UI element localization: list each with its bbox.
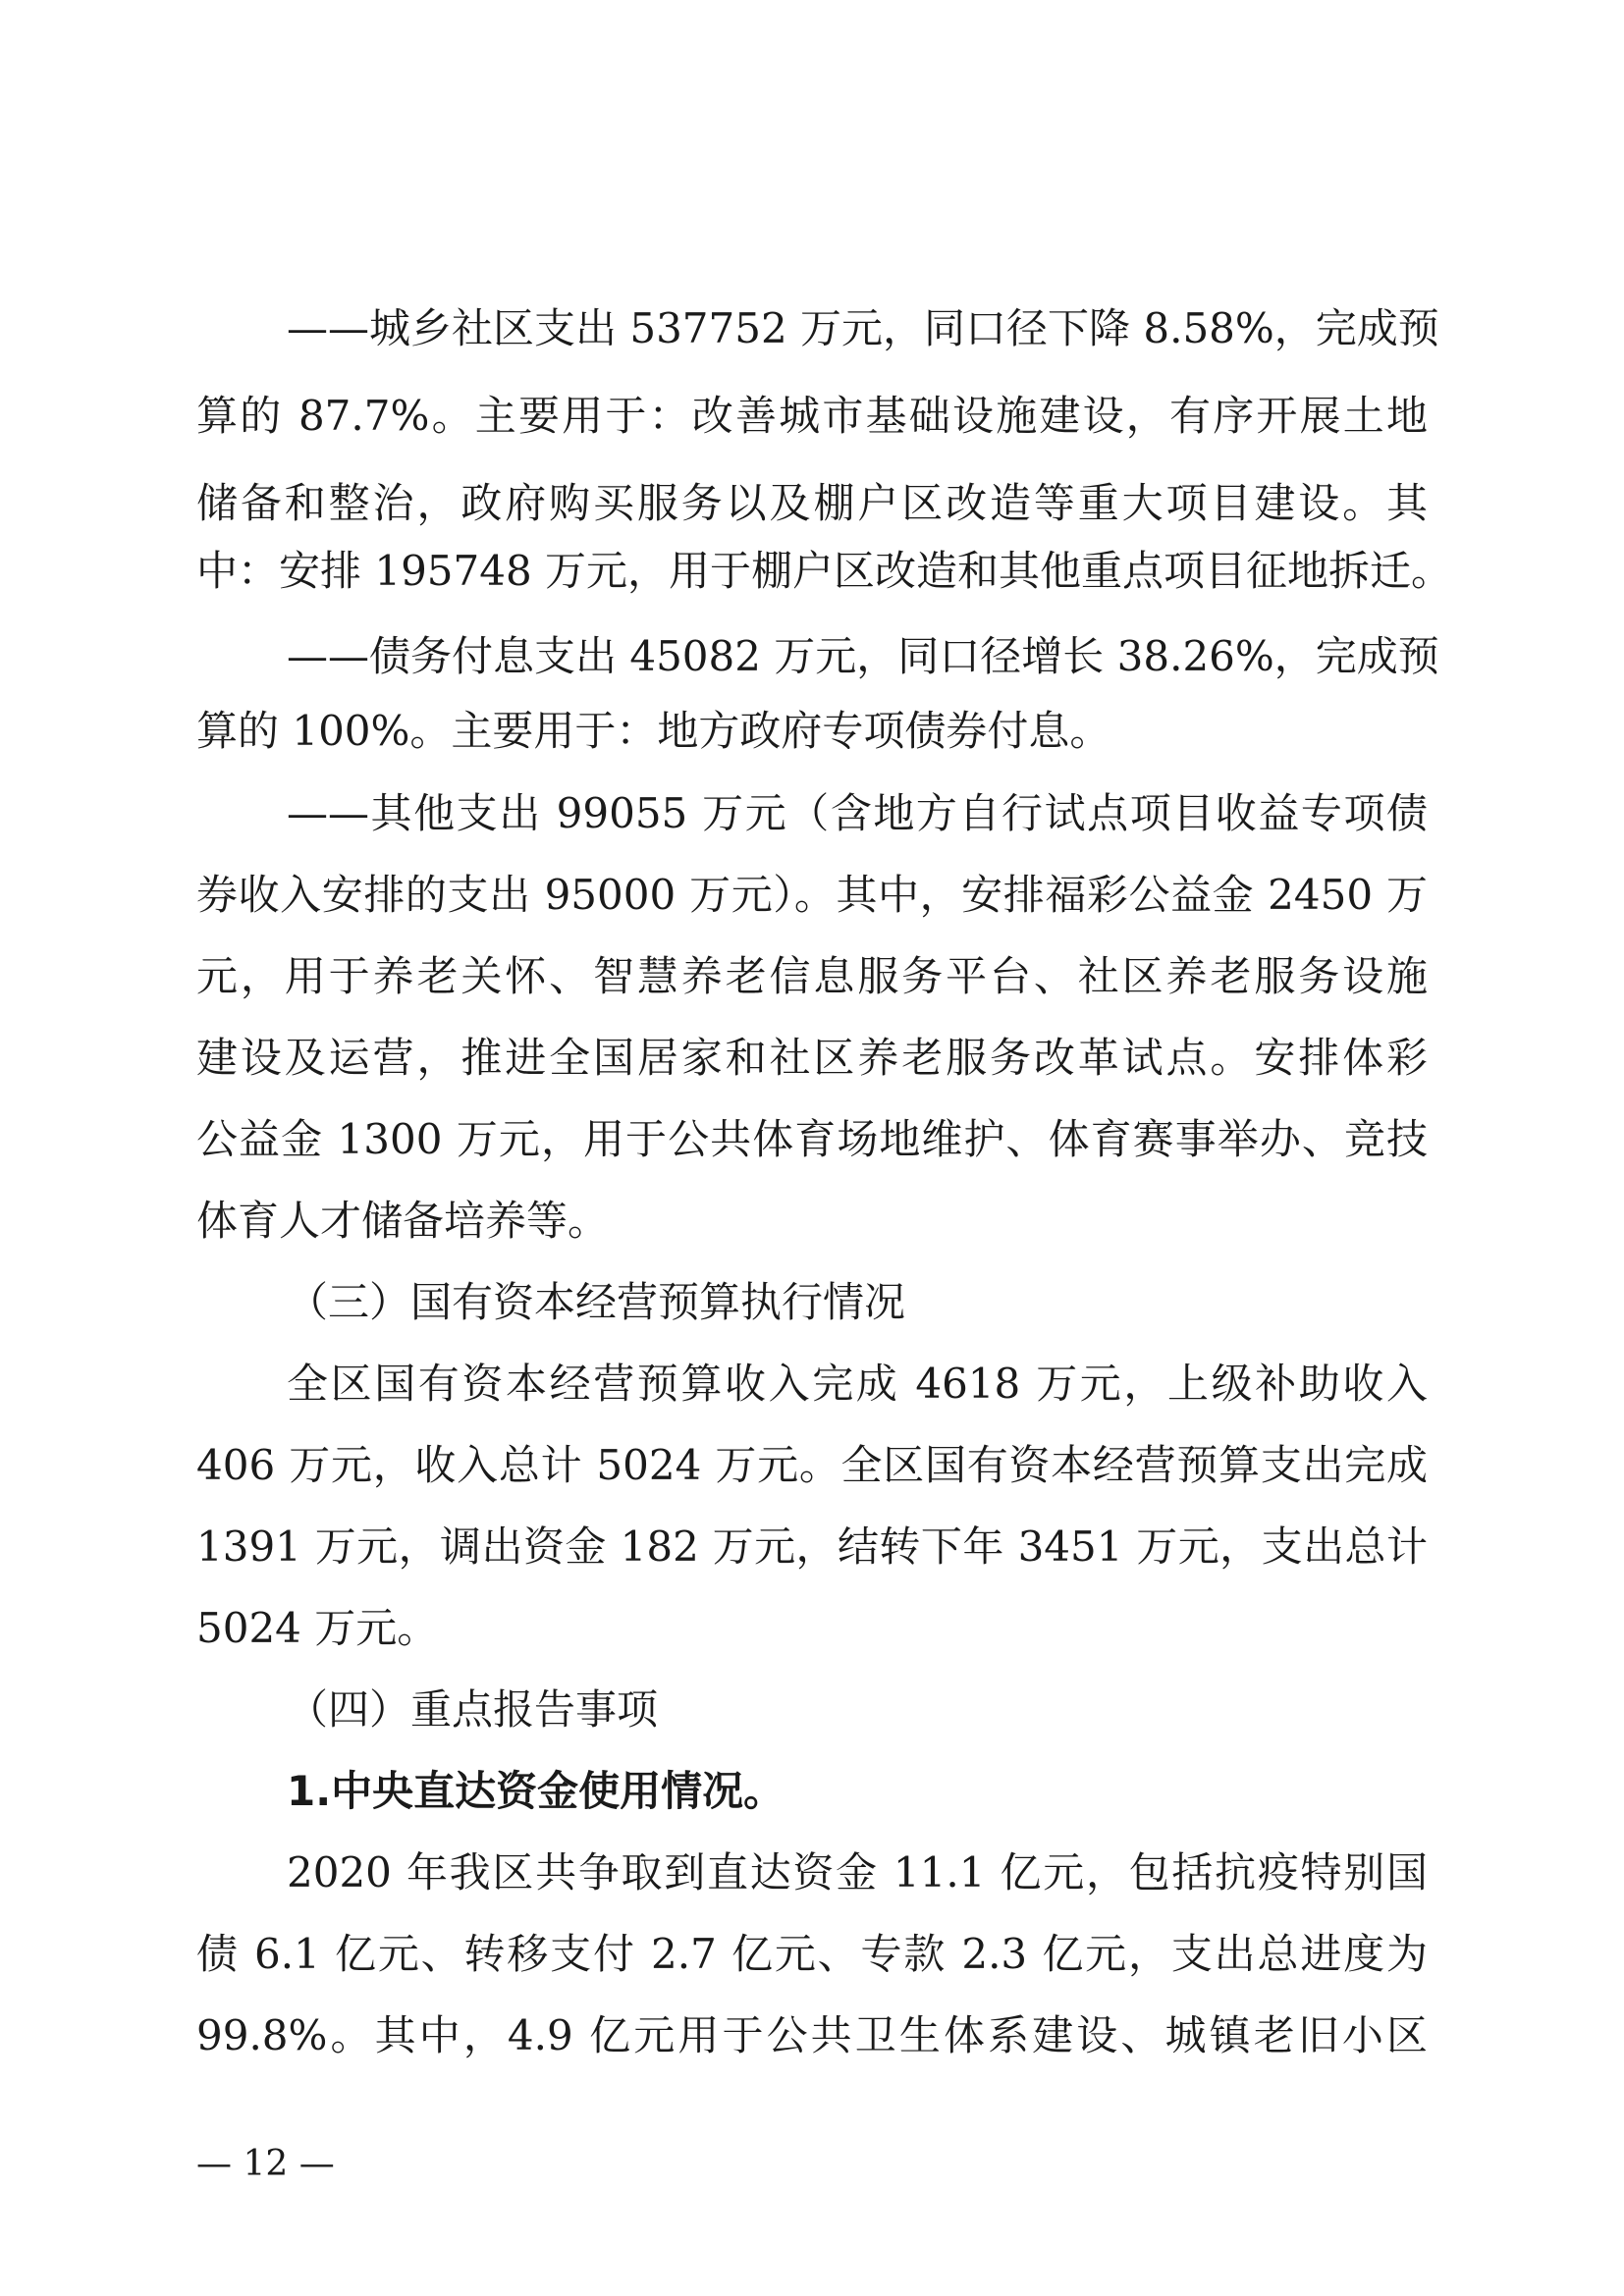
section-heading: （三）国有资本经营预算执行情况 bbox=[287, 1278, 906, 1326]
paragraph-line: ——债务付息支出 45082 万元，同口径增长 38.26%，完成预 bbox=[287, 632, 1439, 680]
paragraph-line: 储备和整治，政府购买服务以及棚户区改造等重大项目建设。其 bbox=[196, 479, 1428, 527]
section-heading: （四）重点报告事项 bbox=[287, 1685, 659, 1734]
paragraph-line: 算的 87.7%。主要用于：改善城市基础设施建设，有序开展土地 bbox=[196, 392, 1428, 440]
subsection-heading: 1.中央直达资金使用情况。 bbox=[287, 1767, 785, 1815]
paragraph-line: 中：安排 195748 万元，用于棚户区改造和其他重点项目征地拆迁。 bbox=[196, 547, 1453, 595]
paragraph-line: 券收入安排的支出 95000 万元）。其中，安排福彩公益金 2450 万 bbox=[196, 871, 1428, 919]
paragraph-line: 建设及运营，推进全国居家和社区养老服务改革试点。安排体彩 bbox=[196, 1034, 1428, 1082]
paragraph-line: ——其他支出 99055 万元（含地方自行试点项目收益专项债 bbox=[287, 789, 1428, 837]
paragraph-line: 公益金 1300 万元，用于公共体育场地维护、体育赛事举办、竞技 bbox=[196, 1115, 1428, 1163]
paragraph-line: 1391 万元，调出资金 182 万元，结转下年 3451 万元，支出总计 bbox=[196, 1522, 1428, 1571]
paragraph-line: 99.8%。其中，4.9 亿元用于公共卫生体系建设、城镇老旧小区 bbox=[196, 2011, 1428, 2059]
page-number: — 12 — bbox=[196, 2144, 335, 2184]
paragraph-line: 406 万元，收入总计 5024 万元。全区国有资本经营预算支出完成 bbox=[196, 1441, 1428, 1489]
paragraph-line: 债 6.1 亿元、转移支付 2.7 亿元、专款 2.3 亿元，支出总进度为 bbox=[196, 1930, 1428, 1978]
paragraph-line: 元，用于养老关怀、智慧养老信息服务平台、社区养老服务设施 bbox=[196, 952, 1428, 1000]
paragraph-line: 2020 年我区共争取到直达资金 11.1 亿元，包括抗疫特别国 bbox=[287, 1848, 1428, 1896]
paragraph-line: ——城乡社区支出 537752 万元，同口径下降 8.58%，完成预 bbox=[287, 304, 1439, 352]
paragraph-line: 5024 万元。 bbox=[196, 1604, 439, 1652]
paragraph-line: 算的 100%。主要用于：地方政府专项债券付息。 bbox=[196, 707, 1111, 755]
paragraph-line: 体育人才储备培养等。 bbox=[196, 1197, 610, 1245]
paragraph-line: 全区国有资本经营预算收入完成 4618 万元，上级补助收入 bbox=[287, 1360, 1428, 1408]
